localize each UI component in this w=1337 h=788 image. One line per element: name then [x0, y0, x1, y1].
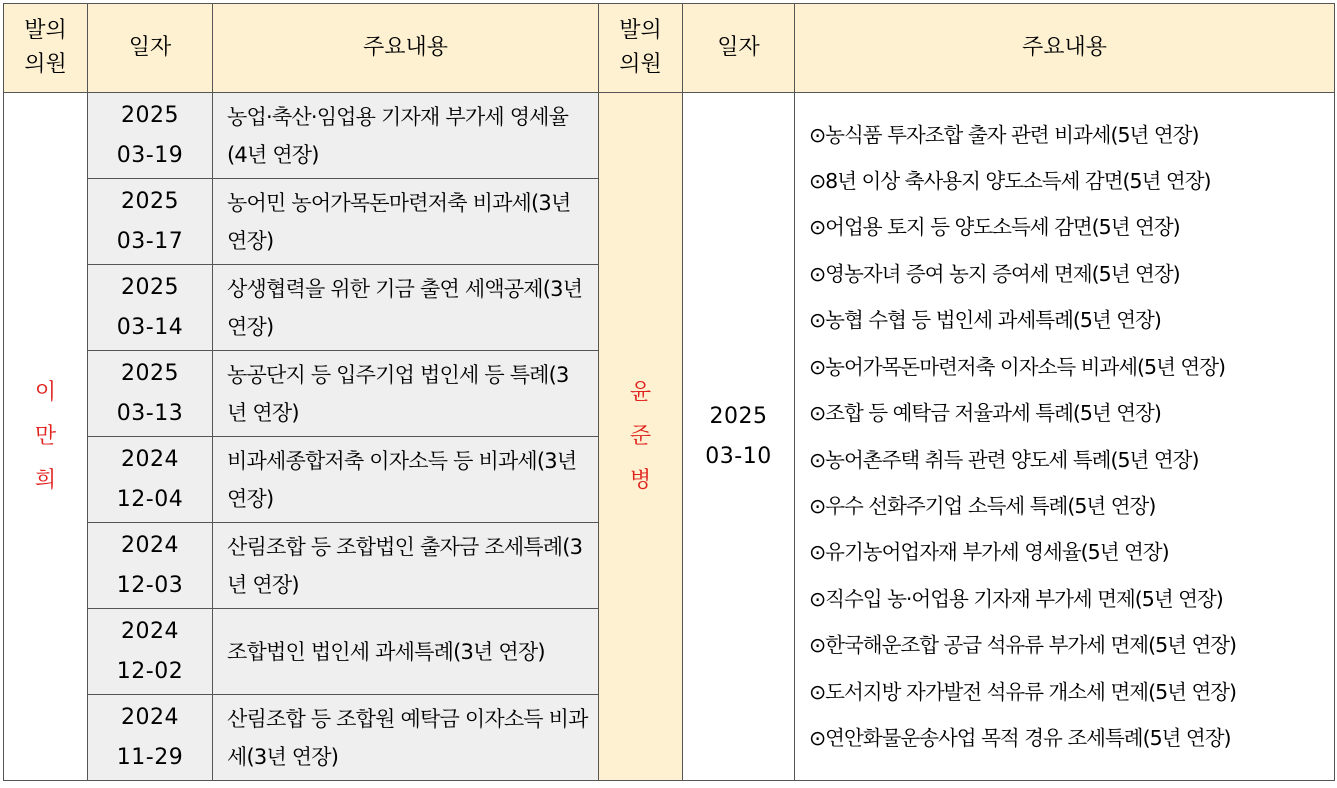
bill-table — [3, 3, 1335, 781]
row-date: 2024 12-03 — [88, 523, 213, 609]
list-item: ⊙한국해운조합 공급 석유류 부가세 면제(5년 연장) — [809, 633, 1237, 658]
list-item: ⊙조합 등 예탁금 저율과세 특례(5년 연장) — [809, 401, 1161, 426]
header-content-right: 주요내용 — [795, 4, 1335, 93]
row-content: 산림조합 등 조합법인 출자금 조세특례(3년 연장) — [213, 523, 599, 609]
row-content: 농업·축산·임업용 기자재 부가세 영세율(4년 연장) — [213, 93, 599, 179]
member-name-left: 이 만 희 — [4, 93, 88, 781]
header-content-left: 주요내용 — [213, 4, 599, 93]
row-content: 비과세종합저축 이자소득 등 비과세(3년 연장) — [213, 437, 599, 523]
row-content: 상생협력을 위한 기금 출연 세액공제(3년 연장) — [213, 265, 599, 351]
row-date: 2024 12-02 — [88, 609, 213, 695]
list-item: ⊙우수 선화주기업 소득세 특례(5년 연장) — [809, 493, 1156, 518]
header-date-left: 일자 — [88, 4, 213, 93]
table-row — [4, 93, 1335, 179]
bill-table-wrapper — [3, 3, 1335, 781]
list-item: ⊙8년 이상 축사용지 양도소득세 감면(5년 연장) — [809, 169, 1211, 194]
row-date: 2025 03-19 — [88, 93, 213, 179]
list-item: ⊙농어가목돈마련저축 이자소득 비과세(5년 연장) — [809, 354, 1226, 379]
header-date-right: 일자 — [683, 4, 795, 93]
header-row — [4, 4, 1335, 93]
row-date: 2025 03-17 — [88, 179, 213, 265]
row-content: 농어민 농어가목돈마련저축 비과세(3년 연장) — [213, 179, 599, 265]
header-member-right: 발의 의원 — [599, 4, 683, 93]
row-content: 농공단지 등 입주기업 법인세 등 특례(3년 연장) — [213, 351, 599, 437]
list-item: ⊙연안화물운송사업 목적 경유 조세특례(5년 연장) — [809, 725, 1231, 750]
row-date: 2025 03-14 — [88, 265, 213, 351]
row-content: 산림조합 등 조합원 예탁금 이자소득 비과세(3년 연장) — [213, 695, 599, 781]
row-content: 조합법인 법인세 과세특례(3년 연장) — [213, 609, 599, 695]
right-item-list — [795, 93, 1335, 781]
list-item: ⊙농어촌주택 취득 관련 양도세 특례(5년 연장) — [809, 447, 1199, 472]
right-date: 2025 03-10 — [683, 93, 795, 781]
row-date: 2024 12-04 — [88, 437, 213, 523]
list-item: ⊙농협 수협 등 법인세 과세특례(5년 연장) — [809, 308, 1161, 333]
row-date: 2024 11-29 — [88, 695, 213, 781]
list-item: ⊙농식품 투자조합 출자 관련 비과세(5년 연장) — [809, 122, 1199, 147]
list-item: ⊙영농자녀 증여 농지 증여세 면제(5년 연장) — [809, 261, 1180, 286]
row-date: 2025 03-13 — [88, 351, 213, 437]
list-item: ⊙유기농어업자재 부가세 영세율(5년 연장) — [809, 540, 1169, 565]
list-item: ⊙직수입 농·어업용 기자재 부가세 면제(5년 연장) — [809, 586, 1223, 611]
list-item: ⊙어업용 토지 등 양도소득세 감면(5년 연장) — [809, 215, 1180, 240]
member-name-right: 윤 준 병 — [599, 93, 683, 781]
list-item: ⊙도서지방 자가발전 석유류 개소세 면제(5년 연장) — [809, 679, 1237, 704]
header-member-left: 발의 의원 — [4, 4, 88, 93]
